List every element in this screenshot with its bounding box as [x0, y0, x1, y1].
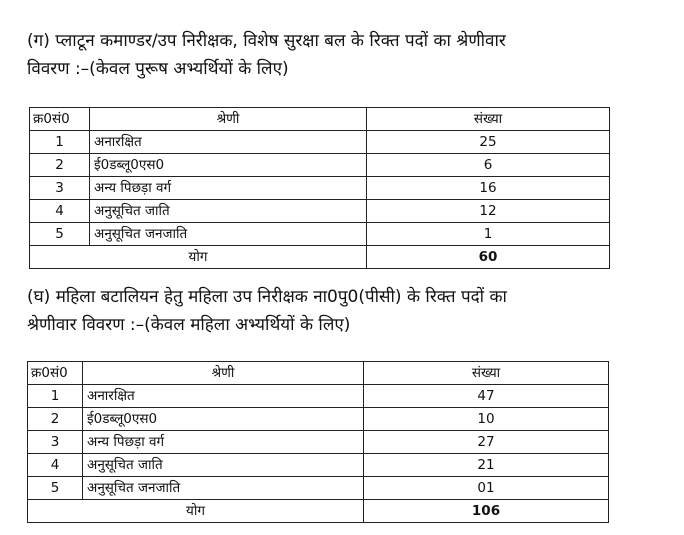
table-row: [28, 431, 609, 454]
header-sno: क्र0सं0: [30, 108, 90, 131]
section-g-heading: [27, 27, 637, 83]
section-gh-heading: [27, 283, 637, 339]
row-count: 21: [364, 454, 609, 477]
row-count: 6: [367, 154, 610, 177]
table-row: [30, 154, 610, 177]
total-label: योग: [28, 500, 364, 523]
row-sno: 2: [28, 408, 83, 431]
row-sno: 4: [28, 454, 83, 477]
row-sno: 3: [28, 431, 83, 454]
row-count: 16: [367, 177, 610, 200]
table-row: [30, 177, 610, 200]
row-category: अनुसूचित जनजाति: [83, 477, 364, 500]
row-sno: 2: [30, 154, 90, 177]
header-category: श्रेणी: [90, 108, 367, 131]
row-sno: 5: [30, 223, 90, 246]
total-value: 60: [367, 246, 610, 269]
row-category: अनुसूचित जाति: [83, 454, 364, 477]
row-count: 27: [364, 431, 609, 454]
row-count: 25: [367, 131, 610, 154]
section-g-heading-line-1: (ग) प्लाटून कमाण्डर/उप निरीक्षक, विशेष सुरक्षा बल के रिक्त पदों का श्रेणीवार: [27, 31, 506, 51]
row-count: 12: [367, 200, 610, 223]
table-row: [30, 131, 610, 154]
row-sno: 1: [28, 385, 83, 408]
table-header-row: [28, 362, 609, 385]
table-header-row: [30, 108, 610, 131]
row-count: 01: [364, 477, 609, 500]
row-count: 1: [367, 223, 610, 246]
row-category: अनारक्षित: [83, 385, 364, 408]
section-g-table: [29, 107, 610, 269]
row-category: अन्य पिछड़ा वर्ग: [83, 431, 364, 454]
table-row: [28, 454, 609, 477]
row-sno: 4: [30, 200, 90, 223]
header-sno: क्र0सं0: [28, 362, 83, 385]
section-g-heading-line-2: विवरण :–(केवल पुरूष अभ्यर्थियों के लिए): [27, 59, 289, 79]
total-value: 106: [364, 500, 609, 523]
table-row: [30, 223, 610, 246]
table-total-row: [30, 246, 610, 269]
total-label: योग: [30, 246, 367, 269]
row-sno: 1: [30, 131, 90, 154]
row-sno: 3: [30, 177, 90, 200]
table-row: [28, 408, 609, 431]
row-sno: 5: [28, 477, 83, 500]
header-category: श्रेणी: [83, 362, 364, 385]
row-category: अनुसूचित जाति: [90, 200, 367, 223]
table-row: [28, 477, 609, 500]
header-count: संख्या: [364, 362, 609, 385]
section-gh-heading-line-1: (घ) महिला बटालियन हेतु महिला उप निरीक्षक ना0पु0(पीसी) के रिक्त पदों का: [27, 287, 507, 307]
table-row: [30, 200, 610, 223]
row-category: अनुसूचित जनजाति: [90, 223, 367, 246]
row-category: ई0डब्लू0एस0: [90, 154, 367, 177]
section-gh-heading-line-2: श्रेणीवार विवरण :–(केवल महिला अभ्यर्थियों के लिए): [27, 315, 351, 335]
row-count: 47: [364, 385, 609, 408]
row-category: अन्य पिछड़ा वर्ग: [90, 177, 367, 200]
table-row: [28, 385, 609, 408]
section-gh-table: [27, 361, 609, 523]
table-total-row: [28, 500, 609, 523]
header-count: संख्या: [367, 108, 610, 131]
row-count: 10: [364, 408, 609, 431]
row-category: अनारक्षित: [90, 131, 367, 154]
row-category: ई0डब्लू0एस0: [83, 408, 364, 431]
